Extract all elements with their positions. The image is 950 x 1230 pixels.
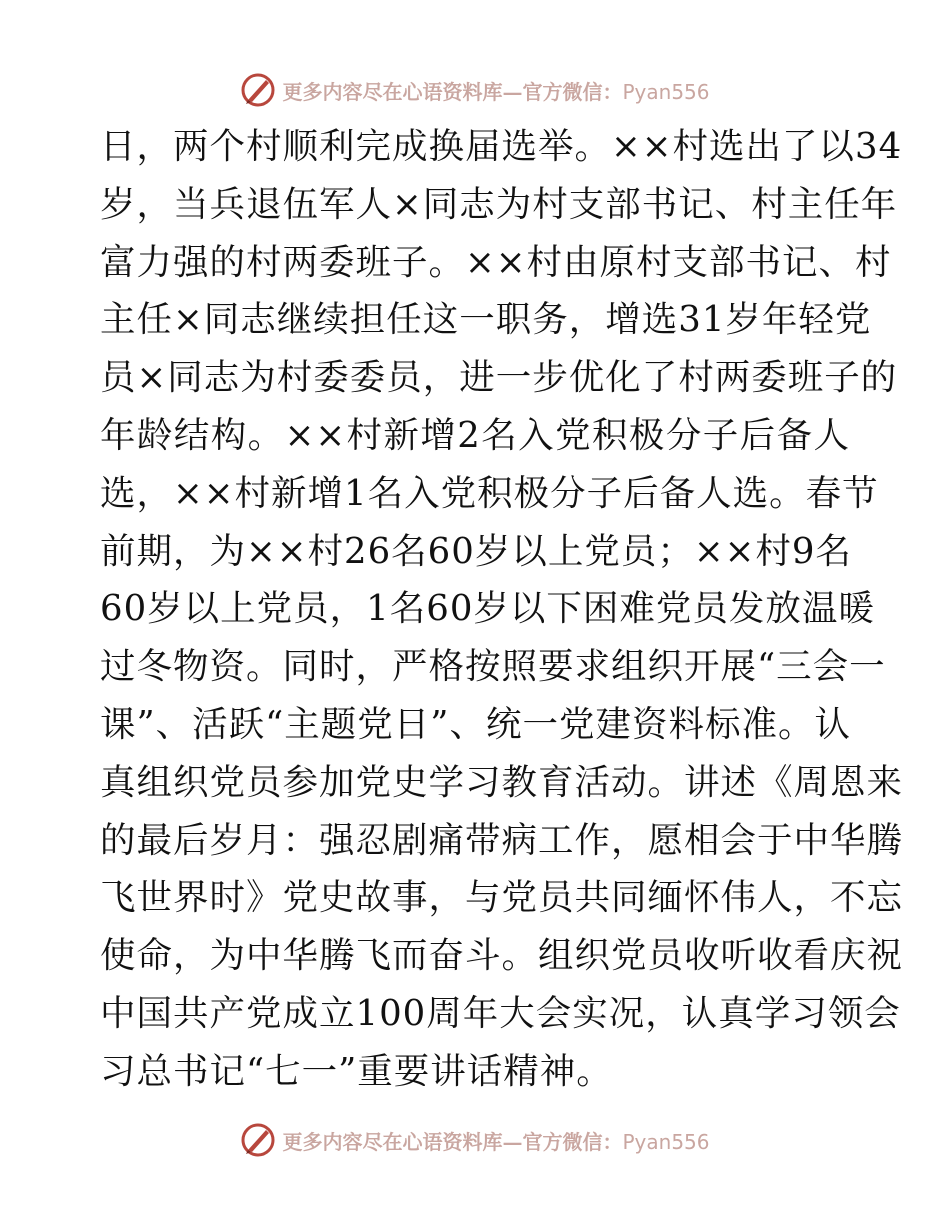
text-line: 员×同志为村委委员，进一步优化了村两委班子的: [100, 357, 898, 399]
text-line: 的最后岁月：强忍剧痛带病工作，愿相会于中华腾: [100, 819, 904, 861]
text-line: 中国共产党成立100周年大会实况，认真学习领会: [100, 992, 901, 1034]
text-line: 岁，当兵退伍军人×同志为村支部书记、村主任年: [100, 183, 898, 225]
text-line: 主任×同志继续担任这一职务，增选31岁年轻党: [100, 299, 872, 341]
watermark-text: 更多内容尽在心语资料库—官方微信：Pyan556: [282, 79, 710, 104]
text-line: 飞世界时》党史故事，与党员共同缅怀伟人，不忘: [100, 877, 904, 919]
quill-pen-logo-icon: [240, 72, 276, 108]
quill-pen-logo-icon: [240, 1122, 276, 1158]
text-line: 习总书记“七一”重要讲话精神。: [100, 1050, 613, 1092]
text-line: 日，两个村顺利完成换届选举。××村选出了以34: [100, 126, 903, 167]
text-line: 富力强的村两委班子。××村由原村支部书记、村: [100, 241, 892, 283]
document-body: [100, 118, 904, 1101]
text-line: 真组织党员参加党史学习教育活动。讲述《周恩来: [100, 761, 904, 803]
text-line: 60岁以上党员，1名60岁以下困难党员发放温暖: [100, 588, 875, 630]
text-line: 年龄结构。××村新增2名入党积极分子后备人: [100, 414, 850, 456]
text-line: 课”、活跃“主题党日”、统一党建资料标准。认: [100, 703, 851, 745]
watermark-account: Pyan556: [622, 79, 710, 104]
text-line: 过冬物资。同时，严格按照要求组织开展“三会一: [100, 646, 886, 688]
text-line: 使命，为中华腾飞而奋斗。组织党员收听收看庆祝: [100, 935, 904, 977]
text-line: 选，××村新增1名入党积极分子后备人选。春节: [100, 472, 879, 514]
watermark-text: 更多内容尽在心语资料库—官方微信：Pyan556: [282, 1129, 710, 1154]
watermark-footer: [0, 1118, 950, 1162]
watermark-account: Pyan556: [622, 1129, 710, 1154]
text-line: 前期，为××村26名60岁以上党员；××村9名: [100, 530, 852, 572]
watermark-header: [0, 68, 950, 112]
